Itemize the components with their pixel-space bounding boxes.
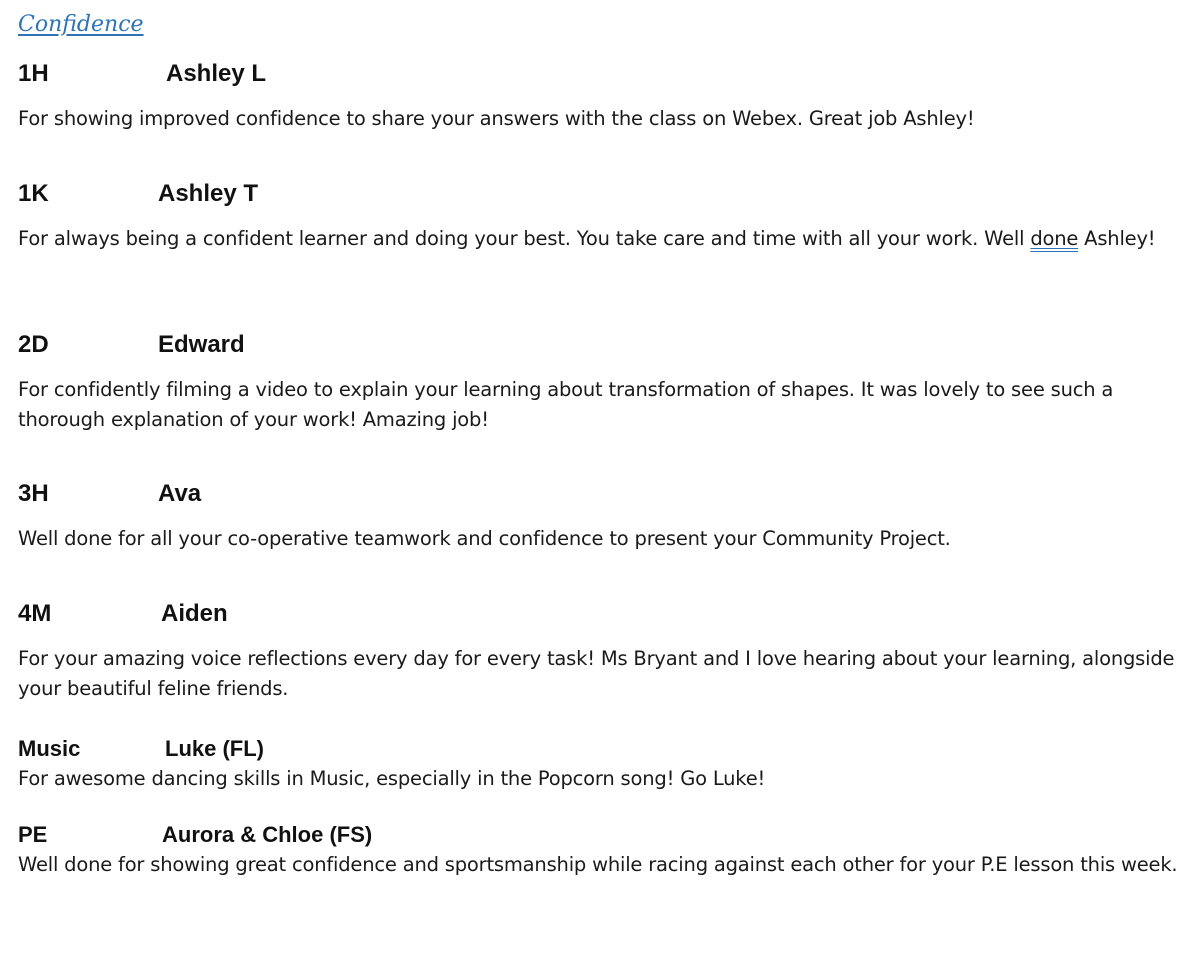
- award-entry: [18, 822, 1188, 880]
- award-heading: [18, 180, 1188, 212]
- award-entry: [18, 60, 1188, 134]
- award-recipient: Luke (FL): [165, 736, 264, 761]
- award-class: 3H: [18, 480, 49, 507]
- award-text: [18, 224, 1188, 254]
- award-text-part: For always being a confident learner and doing your best. You take care and time with all your work. Well: [18, 227, 1031, 250]
- award-text-part: Ashley!: [1078, 227, 1156, 250]
- award-entry: [18, 180, 1188, 254]
- award-text: For showing improved confidence to share your answers with the class on Webex. Great job Ashley!: [18, 107, 975, 130]
- award-entry: [18, 736, 1188, 794]
- award-text: For your amazing voice reflections every day for every task! Ms Bryant and I love hearing about your learning, alongside your beautiful feline friends.: [18, 647, 1175, 700]
- award-class: PE: [18, 822, 48, 847]
- award-text: For confidently filming a video to explain your learning about transformation of shapes. It was lovely to see such a thorough explanation of your work! Amazing job!: [18, 378, 1114, 431]
- award-recipient: Aurora & Chloe (FS): [162, 822, 373, 847]
- award-heading: [18, 331, 1188, 363]
- award-heading: [18, 600, 1188, 632]
- award-entry: [18, 331, 1188, 435]
- award-text: For awesome dancing skills in Music, especially in the Popcorn song! Go Luke!: [18, 767, 766, 790]
- award-class: 4M: [18, 600, 52, 627]
- award-recipient: Ashley L: [166, 60, 267, 87]
- award-text: Well done for showing great confidence and sportsmanship while racing against each other for your P.E lesson this week.: [18, 853, 1178, 876]
- award-heading: [18, 736, 1188, 764]
- award-class: 2D: [18, 331, 49, 358]
- award-recipient: Edward: [158, 331, 245, 358]
- award-text: Well done for all your co-operative teamwork and confidence to present your Community Project.: [18, 527, 951, 550]
- section-title: Confidence: [18, 12, 144, 37]
- award-entry: [18, 600, 1188, 704]
- award-heading: [18, 822, 1188, 850]
- award-heading: [18, 480, 1188, 512]
- award-class: 1H: [18, 60, 49, 87]
- grammar-flagged-word[interactable]: done: [1030, 227, 1079, 250]
- award-class: 1K: [18, 180, 49, 207]
- award-heading: [18, 60, 1188, 92]
- award-recipient: Ashley T: [158, 180, 259, 207]
- award-class: Music: [18, 736, 81, 761]
- award-entry: [18, 480, 1188, 554]
- award-recipient: Ava: [158, 480, 202, 507]
- award-recipient: Aiden: [161, 600, 228, 627]
